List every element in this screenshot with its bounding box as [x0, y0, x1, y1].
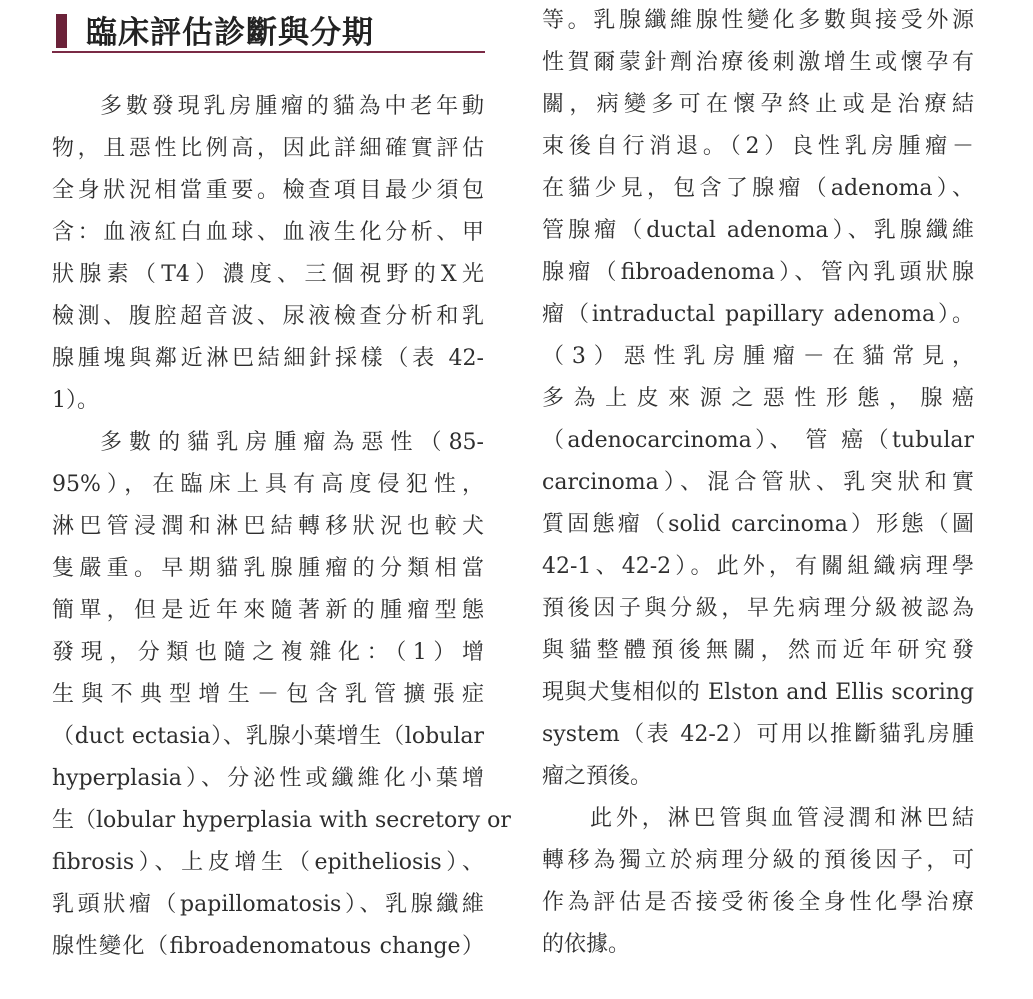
paragraph-line: 42-1、42-2）。此外，有關組織病理學: [542, 554, 974, 579]
paragraph-line: 在貓少見，包含了腺瘤（adenoma）、: [542, 176, 974, 201]
paragraph-line: 瘤（intraductal papillary adenoma）。: [542, 302, 974, 327]
paragraph-line: 淋巴管浸潤和淋巴結轉移狀況也較犬: [52, 514, 484, 539]
right-column: [542, 0, 974, 966]
paragraph-line: 預後因子與分級，早先病理分級被認為: [542, 596, 974, 621]
paragraph-line: 發現，分類也隨之複雜化：（1）增: [52, 640, 484, 665]
paragraph-line: 束後自行消退。（2）良性乳房腫瘤－: [542, 134, 974, 159]
paragraph-line: 作為評估是否接受術後全身性化學治療: [542, 890, 974, 915]
paragraph-line: 腺性變化（fibroadenomatous change）: [52, 934, 484, 959]
paragraph-line: 瘤之預後。: [542, 764, 653, 789]
paragraph-line: 性賀爾蒙針劑治療後刺激增生或懷孕有: [542, 50, 974, 75]
paragraph-line: 關，病變多可在懷孕終止或是治療結: [542, 92, 974, 117]
paragraph-line: 現與犬隻相似的 Elston and Ellis scoring: [542, 680, 974, 705]
paragraph-line: 等。乳腺纖維腺性變化多數與接受外源: [542, 8, 974, 33]
paragraph-line: 腺腫塊與鄰近淋巴結細針採樣（表 42-: [52, 346, 484, 371]
left-column: [52, 86, 511, 968]
paragraph-line: 狀腺素（T4）濃度、三個視野的X光: [52, 262, 484, 287]
paragraph-line: （adenocarcinoma）、 管 癌（tubular: [542, 428, 974, 453]
paragraph-line: hyperplasia）、分泌性或纖維化小葉增: [52, 766, 484, 791]
paragraph-line: 管腺瘤（ductal adenoma）、乳腺纖維: [542, 218, 974, 243]
paragraph-line: 檢測、腹腔超音波、尿液檢查分析和乳: [52, 304, 484, 329]
paragraph-line: 與貓整體預後無關，然而近年研究發: [542, 638, 974, 663]
paragraph-line: carcinoma）、混合管狀、乳突狀和實: [542, 470, 974, 495]
paragraph-line: 隻嚴重。早期貓乳腺腫瘤的分類相當: [52, 556, 484, 581]
paragraph-line: 多數發現乳房腫瘤的貓為中老年動: [100, 94, 484, 119]
section-header: [52, 4, 485, 54]
paragraph-line: 質固態瘤（solid carcinoma）形態（圖: [542, 512, 974, 537]
paragraph-line: 物，且惡性比例高，因此詳細確實評估: [52, 136, 484, 161]
paragraph-line: 此外，淋巴管與血管浸潤和淋巴結: [590, 806, 974, 831]
paragraph-line: 95%），在臨床上具有高度侵犯性，: [52, 472, 484, 497]
section-title: 臨床評估診斷與分期: [86, 15, 374, 51]
paragraph-line: 生（lobular hyperplasia with secretory or: [52, 808, 511, 833]
paragraph-line: system（表 42-2）可用以推斷貓乳房腫: [542, 722, 974, 747]
paragraph-line: fibrosis）、上皮增生（epitheliosis）、: [52, 850, 484, 875]
title-accent-bar: [56, 14, 67, 48]
paragraph-line: 含：血液紅白血球、血液生化分析、甲: [52, 220, 484, 245]
paragraph-line: 多數的貓乳房腫瘤為惡性（85-: [100, 430, 484, 455]
title-underline: [52, 51, 485, 53]
paragraph-line: （3）惡性乳房腫瘤－在貓常見，: [542, 344, 974, 369]
paragraph-line: 生與不典型增生－包含乳管擴張症: [52, 682, 484, 707]
paragraph-line: （duct ectasia）、乳腺小葉增生（lobular: [52, 724, 484, 749]
paragraph-line: 1）。: [52, 388, 99, 413]
paragraph-line: 多為上皮來源之惡性形態，腺癌: [542, 386, 974, 411]
paragraph-line: 乳頭狀瘤（papillomatosis）、乳腺纖維: [52, 892, 484, 917]
paragraph-line: 全身狀況相當重要。檢查項目最少須包: [52, 178, 484, 203]
paragraph-line: 的依據。: [542, 932, 631, 957]
paragraph-line: 簡單，但是近年來隨著新的腫瘤型態: [52, 598, 484, 623]
paragraph-line: 轉移為獨立於病理分級的預後因子，可: [542, 848, 974, 873]
paragraph-line: 腺瘤（fibroadenoma）、管內乳頭狀腺: [542, 260, 974, 285]
